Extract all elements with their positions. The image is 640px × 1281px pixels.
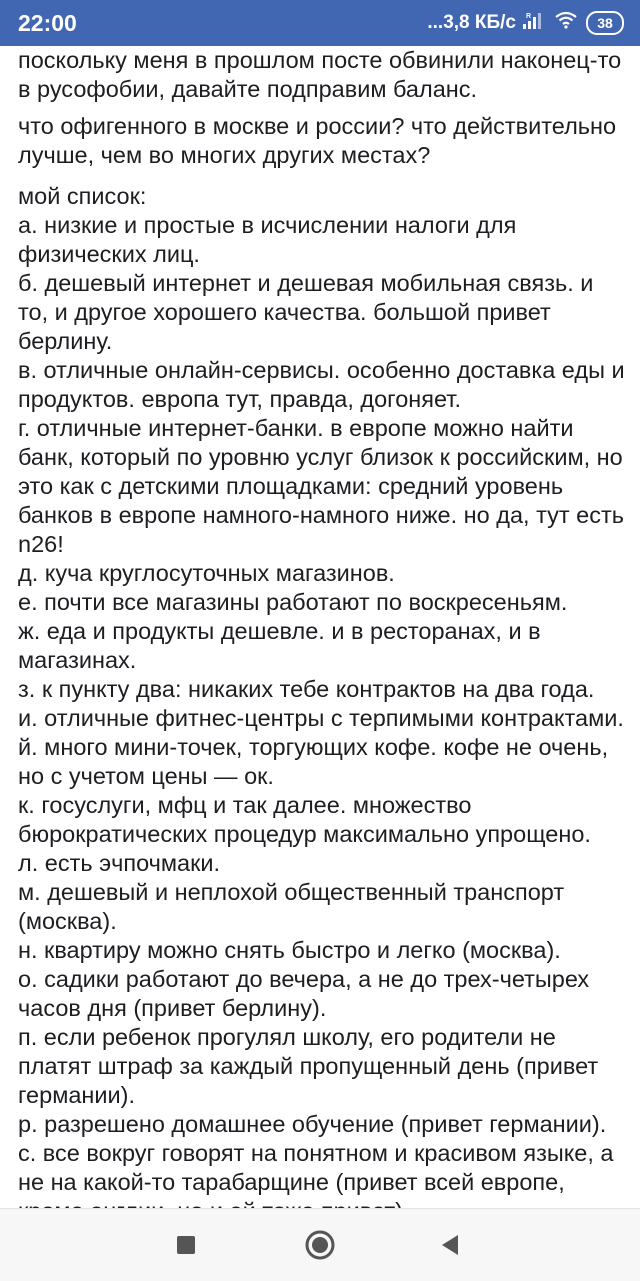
- recents-square-icon[interactable]: [162, 1221, 210, 1269]
- list-item: г. отличные интернет-банки. в европе можно найти банк, который по уровню услуг близок к российским, но это как с детскими площадками: средний уровень банков в европе намного-намного ниже. но да, тут есть n26!: [18, 415, 624, 557]
- list-item: н. квартиру можно снять быстро и легко (москва).: [18, 937, 561, 963]
- svg-text:R: R: [526, 13, 532, 20]
- list-item: е. почти все магазины работают по воскресеньям.: [18, 589, 568, 615]
- list-item: ж. еда и продукты дешевле. и в ресторанах, и в магазинах.: [18, 618, 541, 673]
- list-item: к. госуслуги, мфц и так далее. множество бюрократических процедур максимально упрощено.: [18, 792, 591, 847]
- status-time: 22:00: [18, 10, 77, 36]
- network-speed: ...3,8 КБ/с: [427, 12, 516, 33]
- home-circle-icon[interactable]: [296, 1221, 344, 1269]
- list-item: с. все вокруг говорят на понятном и красивом языке, а не на какой-то тарабарщине (привет всей европе,: [18, 1140, 614, 1195]
- wifi-icon: [554, 11, 578, 35]
- post-content: [18, 46, 628, 1208]
- list-title: мой список:: [18, 183, 147, 209]
- status-indicators: [427, 9, 624, 37]
- list-item: п. если ребенок прогулял школу, его родители не платят штраф за каждый пропущенный день (привет германии).: [18, 1024, 599, 1108]
- list-item: й. много мини-точек, торгующих кофе. кофе не очень, но с учетом цены — ок.: [18, 734, 609, 789]
- post-question: что офигенного в москве и россии? что действительно лучше, чем во многих других местах?: [18, 113, 617, 168]
- navigation-bar: [0, 1208, 640, 1281]
- post-intro: поскольку меня в прошлом посте обвинили наконец-то в русофобии, давайте подправим баланс.: [18, 47, 622, 102]
- battery-icon: 38: [586, 11, 624, 35]
- status-bar: [0, 0, 640, 46]
- list-item: б. дешевый интернет и дешевая мобильная связь. и то, и другое хорошего качества. большой привет берлину.: [18, 270, 594, 354]
- list-item: д. куча круглосуточных магазинов.: [18, 560, 395, 586]
- list-item: л. есть эчпочмаки.: [18, 850, 221, 876]
- list-item: з. к пункту два: никаких тебе контрактов на два года.: [18, 676, 595, 702]
- list-item: м. дешевый и неплохой общественный транспорт (москва).: [18, 879, 565, 934]
- list-item: р. разрешено домашнее обучение (привет германии).: [18, 1111, 607, 1137]
- signal-icon: [522, 11, 546, 35]
- list-item: и. отличные фитнес-центры с терпимыми контрактами.: [18, 705, 624, 731]
- list-item: о. садики работают до вечера, а не до трех-четырех часов дня (привет берлину).: [18, 966, 590, 1021]
- back-triangle-icon[interactable]: [426, 1221, 474, 1269]
- list-item: в. отличные онлайн-сервисы. особенно доставка еды и продуктов. европа тут, правда, догоняет.: [18, 357, 625, 412]
- list-item: а. низкие и простые в исчислении налоги для физических лиц.: [18, 212, 517, 267]
